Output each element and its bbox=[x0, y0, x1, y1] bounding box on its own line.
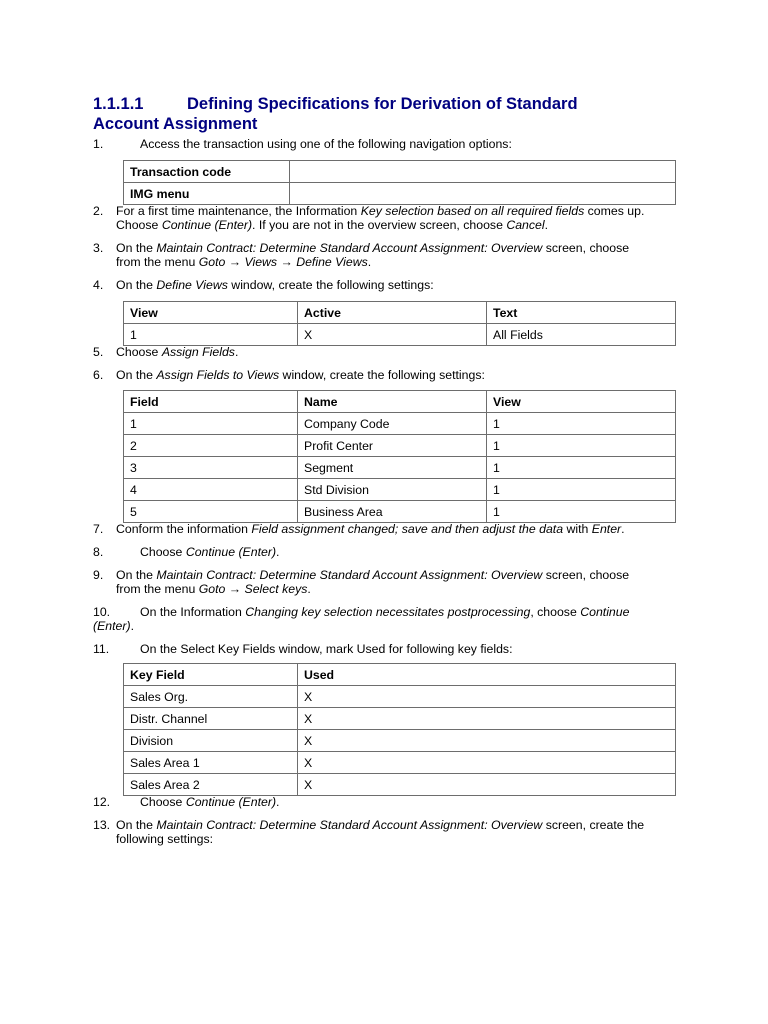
step-5 bbox=[93, 345, 683, 359]
table-header-cell: Active bbox=[298, 302, 487, 324]
navigation-options-table bbox=[123, 160, 676, 205]
table-row bbox=[124, 413, 676, 435]
step-number: 10. bbox=[93, 605, 111, 619]
step-text: Choose Assign Fields. bbox=[116, 345, 239, 359]
step-text: On the Select Key Fields window, mark Used for following key fields: bbox=[140, 642, 513, 656]
table-cell: Sales Area 1 bbox=[124, 752, 298, 774]
section-title-line2: Account Assignment bbox=[93, 115, 258, 133]
step-3 bbox=[93, 241, 683, 270]
section-title-line1: Defining Specifications for Derivation of Standard bbox=[187, 95, 578, 113]
table-cell: 4 bbox=[124, 479, 298, 501]
table-cell: 3 bbox=[124, 457, 298, 479]
step-text: On the Maintain Contract: Determine Standard Account Assignment: Overview screen, create the following settings: bbox=[116, 818, 645, 847]
step-number: 7. bbox=[93, 522, 104, 536]
step-10 bbox=[93, 605, 683, 634]
table-cell: 1 bbox=[124, 413, 298, 435]
table-cell: Segment bbox=[298, 457, 487, 479]
step-6 bbox=[93, 368, 683, 382]
table-cell: X bbox=[298, 774, 676, 796]
key-fields-table bbox=[123, 663, 676, 796]
table-cell: 1 bbox=[124, 324, 298, 346]
table-header-cell: Name bbox=[298, 391, 487, 413]
table-header-row bbox=[124, 391, 676, 413]
step-9 bbox=[93, 568, 683, 597]
table-cell: Transaction code bbox=[124, 161, 290, 183]
table-cell: Sales Org. bbox=[124, 686, 298, 708]
table-header-cell: Key Field bbox=[124, 664, 298, 686]
step-text: Conform the information Field assignment changed; save and then adjust the data with Enter. bbox=[116, 522, 625, 536]
step-text: Choose Continue (Enter). bbox=[140, 795, 280, 809]
table-cell bbox=[290, 183, 676, 205]
table-header-cell: Used bbox=[298, 664, 676, 686]
step-text: 10. On the Information Changing key selection necessitates postprocessing, choose Continue (Enter). bbox=[93, 605, 630, 634]
table-row bbox=[124, 752, 676, 774]
step-number: 3. bbox=[93, 241, 104, 255]
step-1 bbox=[93, 137, 683, 151]
table-header-cell: View bbox=[487, 391, 676, 413]
step-text: Choose Continue (Enter). bbox=[140, 545, 280, 559]
step-text: On the Assign Fields to Views window, create the following settings: bbox=[116, 368, 485, 382]
step-8 bbox=[93, 545, 683, 559]
step-11 bbox=[93, 642, 683, 656]
table-header-cell: View bbox=[124, 302, 298, 324]
step-2 bbox=[93, 204, 683, 233]
table-cell: 1 bbox=[487, 457, 676, 479]
table-cell: IMG menu bbox=[124, 183, 290, 205]
table-row bbox=[124, 730, 676, 752]
step-text: On the Maintain Contract: Determine Standard Account Assignment: Overview screen, choose from the menu Goto → Select keys. bbox=[116, 568, 630, 597]
step-number: 6. bbox=[93, 368, 104, 382]
table-row bbox=[124, 686, 676, 708]
table-header-cell: Text bbox=[487, 302, 676, 324]
table-cell bbox=[290, 161, 676, 183]
step-4 bbox=[93, 278, 683, 292]
step-number: 4. bbox=[93, 278, 104, 292]
step-number: 13. bbox=[93, 818, 111, 832]
step-text: On the Define Views window, create the following settings: bbox=[116, 278, 434, 292]
step-number: 5. bbox=[93, 345, 104, 359]
table-cell: 1 bbox=[487, 413, 676, 435]
table-row bbox=[124, 708, 676, 730]
table-cell: Division bbox=[124, 730, 298, 752]
step-number: 8. bbox=[93, 545, 104, 559]
table-cell: X bbox=[298, 324, 487, 346]
step-number: 12. bbox=[93, 795, 111, 809]
table-cell: 1 bbox=[487, 501, 676, 523]
step-7 bbox=[93, 522, 683, 536]
table-cell: X bbox=[298, 686, 676, 708]
table-cell: Profit Center bbox=[298, 435, 487, 457]
step-text: Access the transaction using one of the following navigation options: bbox=[140, 137, 512, 151]
table-row bbox=[124, 501, 676, 523]
table-cell: 5 bbox=[124, 501, 298, 523]
table-row bbox=[124, 161, 676, 183]
table-header-row bbox=[124, 664, 676, 686]
table-cell: X bbox=[298, 752, 676, 774]
table-cell: 1 bbox=[487, 479, 676, 501]
table-row bbox=[124, 457, 676, 479]
section-heading bbox=[93, 94, 693, 134]
step-number: 2. bbox=[93, 204, 104, 218]
table-cell: All Fields bbox=[487, 324, 676, 346]
table-cell: X bbox=[298, 708, 676, 730]
table-cell: Std Division bbox=[298, 479, 487, 501]
table-row bbox=[124, 183, 676, 205]
step-number: 9. bbox=[93, 568, 104, 582]
table-cell: Distr. Channel bbox=[124, 708, 298, 730]
table-cell: 1 bbox=[487, 435, 676, 457]
step-number: 11. bbox=[93, 642, 110, 656]
step-text: For a first time maintenance, the Information Key selection based on all required fields comes up. Choose Continue (Enter). If you are not in the overview screen, choose Cancel. bbox=[116, 204, 645, 233]
step-number: 1. bbox=[93, 137, 104, 151]
step-12 bbox=[93, 795, 683, 809]
table-cell: 2 bbox=[124, 435, 298, 457]
table-cell: Sales Area 2 bbox=[124, 774, 298, 796]
step-13 bbox=[93, 818, 683, 847]
table-row bbox=[124, 774, 676, 796]
table-header-row bbox=[124, 302, 676, 324]
table-row bbox=[124, 435, 676, 457]
step-text: On the Maintain Contract: Determine Standard Account Assignment: Overview screen, choose from the menu Goto → Views → Define Views. bbox=[116, 241, 630, 270]
assign-fields-table bbox=[123, 390, 676, 523]
table-row bbox=[124, 324, 676, 346]
table-cell: Business Area bbox=[298, 501, 487, 523]
define-views-table bbox=[123, 301, 676, 346]
table-cell: X bbox=[298, 730, 676, 752]
section-number: 1.1.1.1 bbox=[93, 95, 144, 113]
table-cell: Company Code bbox=[298, 413, 487, 435]
table-row bbox=[124, 479, 676, 501]
table-header-cell: Field bbox=[124, 391, 298, 413]
